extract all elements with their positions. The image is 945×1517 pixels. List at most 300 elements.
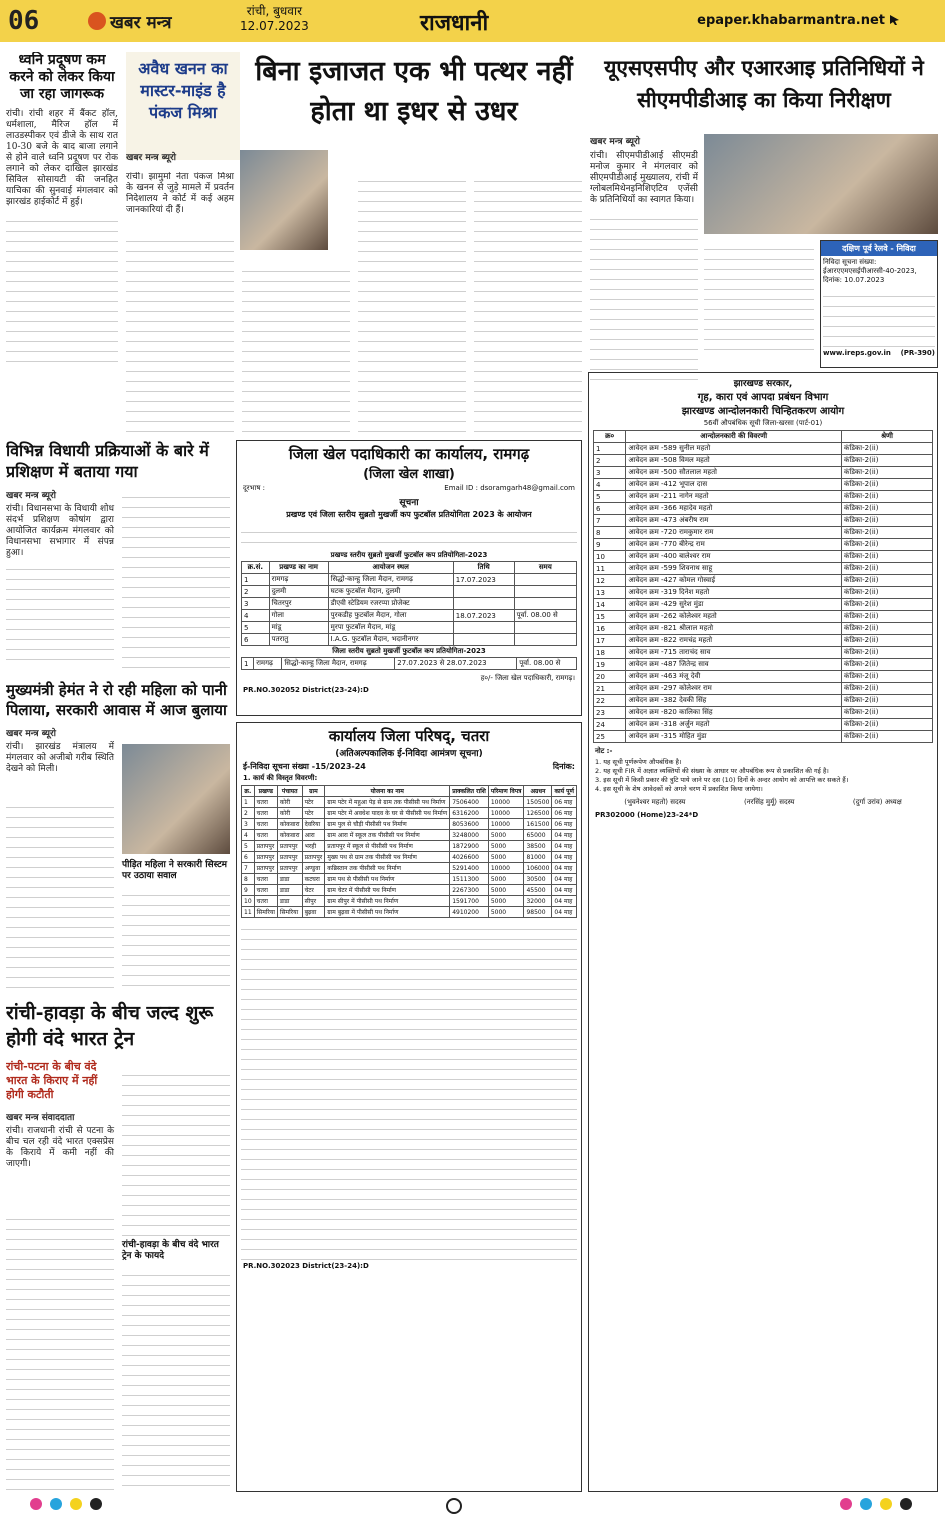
training-headline: विभिन्न विधायी प्रक्रियाओं के बारे में प्रशिक्षण में बताया गया: [6, 441, 209, 481]
parishad-table: [241, 785, 577, 918]
table-cell: प्रतापपुर: [277, 841, 302, 852]
table-cell: कंडिका-2(ii): [842, 695, 933, 707]
table-header: पंचायत: [277, 786, 302, 797]
table-cell: पतरातु: [269, 634, 328, 646]
table-cell: घटक फुटबॉल मैदान, दुलमी: [328, 586, 453, 598]
table-cell: कंडिका-2(ii): [842, 443, 933, 455]
sports-intro: [241, 523, 577, 549]
table-row: [594, 707, 933, 719]
table-cell: 14: [594, 599, 626, 611]
table-cell: [514, 598, 576, 610]
training-lead: रांची। विधानसभा के विधायी शोध संदर्भ प्रशिक्षण कोषांग द्वारा आयोजित कार्यक्रम मंगलवार को विधानसभा सभागार में संपन्न हुआ।: [6, 504, 114, 558]
table-header: ग्राम: [302, 786, 325, 797]
table-cell: 5: [242, 841, 255, 852]
table-cell: 10000: [488, 819, 524, 830]
commission-signatories: [589, 794, 937, 811]
table-cell: आवेदन क्रम -473 अंबरीष राम: [626, 515, 842, 527]
table-cell: 81000: [524, 852, 552, 863]
table-row: [242, 634, 577, 646]
table-cell: 5: [594, 491, 626, 503]
table-row: [242, 610, 577, 622]
table-cell: आवेदन क्रम -318 अर्जुन महतो: [626, 719, 842, 731]
registration-dot: [840, 1498, 852, 1510]
table-cell: कंडिका-2(ii): [842, 563, 933, 575]
table-row: [242, 841, 577, 852]
parishad-date-label: दिनांक:: [552, 762, 575, 771]
table-cell: 25: [594, 731, 626, 743]
table-header: समय: [514, 562, 576, 574]
table-cell: कंडिका-2(ii): [842, 623, 933, 635]
table-cell: 4: [242, 610, 270, 622]
table-cell: प्रतापपुर: [277, 852, 302, 863]
upa-col-2: [704, 240, 814, 358]
table-cell: [514, 586, 576, 598]
table-cell: [453, 622, 514, 634]
table-row: [594, 551, 933, 563]
table-cell: 6: [594, 503, 626, 515]
table-cell: 10: [594, 551, 626, 563]
table-cell: 65000: [524, 830, 552, 841]
commission-table: [593, 430, 933, 743]
table-cell: 5: [242, 622, 270, 634]
mining-body: [126, 172, 582, 432]
table-row: [594, 467, 933, 479]
table-cell: 04 माह: [552, 907, 577, 918]
table-cell: आवेदन क्रम -382 देवकी सिंह: [626, 695, 842, 707]
note-line: 3. इस सूची में किसी प्रकार की त्रुटि पाये जाने पर दस (10) दिनों के अन्दर आयोग को आपत्ति कर सकते हैं।: [595, 776, 849, 784]
table-cell: 2267300: [450, 885, 489, 896]
table-row: [594, 731, 933, 743]
table-cell: कंडिका-2(ii): [842, 467, 933, 479]
table-cell: 22: [594, 695, 626, 707]
table-cell: I.A.G. फुटबॉल मैदान, भदानीनगर: [328, 634, 453, 646]
parishad-subtitle: (अतिअल्पकालिक ई-निविदा आमंत्रण सूचना): [335, 749, 483, 759]
mining-col-3: [358, 172, 466, 432]
sports-table: [241, 561, 577, 646]
table-row: [594, 491, 933, 503]
table-cell: 04 माह: [552, 841, 577, 852]
table-cell: 3: [242, 598, 270, 610]
table-row: [242, 885, 577, 896]
table-row: [594, 527, 933, 539]
table-cell: 04 माह: [552, 852, 577, 863]
table-cell: 5000: [488, 830, 524, 841]
commission-dept-1: झारखण्ड सरकार,: [733, 379, 793, 389]
table-cell: 04 माह: [552, 896, 577, 907]
table-row: [594, 683, 933, 695]
upa-delegation-photo: [704, 134, 938, 234]
table-header: क्र०: [594, 431, 626, 443]
sports-office: जिला खेल पदाधिकारी का कार्यालय, रामगढ़: [288, 445, 530, 463]
table-cell: 2: [242, 586, 270, 598]
table-cell: 30500: [524, 874, 552, 885]
vande-headline: रांची-हावड़ा के बीच जल्द शुरू होगी वंदे भारत ट्रेन: [6, 1002, 214, 1050]
table-row: [594, 503, 933, 515]
parishad-number-row: [237, 759, 581, 774]
table-cell: 1: [594, 443, 626, 455]
mining-byline: खबर मन्त्र ब्यूरो: [126, 153, 176, 163]
table-header: कार्य पूर्ण: [552, 786, 577, 797]
table-cell: ग्राम पटेर में अवधेश यादव के घर से पीसीसी पथ निर्माण: [325, 808, 450, 819]
table-cell: कंडिका-2(ii): [842, 527, 933, 539]
table-cell: आवेदन क्रम -508 विमल महतो: [626, 455, 842, 467]
table-cell: 12: [594, 575, 626, 587]
table-cell: [453, 634, 514, 646]
commission-dept-3: झारखण्ड आन्दोलनकारी चिन्हितकरण आयोग: [681, 406, 845, 417]
mining-col-4: [474, 172, 582, 432]
table-cell: सीपुर: [302, 896, 325, 907]
signatory: (भुवनेश्वर महतो) सदस्य: [624, 798, 686, 806]
table-cell: कटघरा: [302, 874, 325, 885]
table-cell: 7: [242, 863, 255, 874]
table-cell: 10000: [488, 863, 524, 874]
table-row: [594, 719, 933, 731]
table-cell: 04 माह: [552, 863, 577, 874]
sports-heading: सूचना: [399, 498, 419, 508]
table-cell: पूर्वा. 08.00 से: [514, 610, 576, 622]
page-number: 06: [8, 6, 40, 36]
table-cell: कंडिका-2(ii): [842, 479, 933, 491]
table-cell: मांडू: [269, 622, 328, 634]
table-cell: 23: [594, 707, 626, 719]
commission-pr: PR302000 (Home)23-24*D: [595, 811, 699, 819]
dateline: [240, 4, 309, 34]
table-cell: [453, 586, 514, 598]
table-cell: कंडिका-2(ii): [842, 587, 933, 599]
table-cell: 04 माह: [552, 885, 577, 896]
sports-signature: ह०/- जिला खेल पदाधिकारी, रामगढ़।: [480, 674, 575, 682]
railway-code: (PR-390): [900, 349, 935, 357]
table-cell: कंडिका-2(ii): [842, 539, 933, 551]
table-cell: सिद्धो-कान्हु जिला मैदान, रामगढ़: [328, 574, 453, 586]
table-cell: सिद्धो-कान्हु जिला मैदान, रामगढ़: [282, 658, 395, 670]
table-cell: आवेदन क्रम -412 भूपाल दास: [626, 479, 842, 491]
table-row: [242, 574, 577, 586]
cm-col-2: [122, 886, 230, 988]
table-cell: कंडिका-2(ii): [842, 551, 933, 563]
sports-email[interactable]: Email ID : dsoramgarh48@gmail.com: [444, 484, 575, 492]
story-cm: [6, 680, 230, 990]
table-row: [242, 586, 577, 598]
brand-logo-icon: [88, 12, 106, 30]
railway-footer: [821, 347, 937, 359]
table-row: [594, 623, 933, 635]
table-cell: आवेदन क्रम -427 कोमल गोस्वाई: [626, 575, 842, 587]
table-cell: 2: [242, 808, 255, 819]
table-header: परिमाण विपत्र: [488, 786, 524, 797]
upa-col-1: [590, 210, 698, 380]
table-cell: 10000: [488, 808, 524, 819]
table-cell: डाडा: [277, 885, 302, 896]
table-cell: 106000: [524, 863, 552, 874]
table-cell: प्रतापपुर: [302, 852, 325, 863]
table-header: क्र.सं.: [242, 562, 270, 574]
table-row: [594, 599, 933, 611]
table-cell: कंडिका-2(ii): [842, 611, 933, 623]
table-cell: आवेदन क्रम -262 कोलेश्वर महतो: [626, 611, 842, 623]
table-cell: आवेदन क्रम -487 जितेन्द्र साव: [626, 659, 842, 671]
table-cell: चतरा: [254, 808, 277, 819]
table-cell: चतरा: [254, 885, 277, 896]
table-cell: कोरी: [277, 808, 302, 819]
table-cell: पटेर: [302, 808, 325, 819]
table-cell: 1: [242, 797, 255, 808]
table-cell: 3: [594, 467, 626, 479]
table-cell: [453, 598, 514, 610]
table-cell: आवेदन क्रम -599 शिवनाथ साहू: [626, 563, 842, 575]
table-cell: [514, 574, 576, 586]
vande-lead: रांची। राजधानी रांची से पटना के बीच चल रही वंदे भारत एक्सप्रेस के किराये में कमी नहीं की जाएगी।: [6, 1126, 114, 1169]
table-cell: आवेदन क्रम -366 महादेव महतो: [626, 503, 842, 515]
table-header: योजना का नाम: [325, 786, 450, 797]
upa-headline: यूएसएसपीए और एआरआइ प्रतिनिधियों ने सीएमपीडीआइ का किया निरीक्षण: [604, 56, 924, 112]
table-cell: 5000: [488, 907, 524, 918]
mining-lead: रांची। झामुमो नेता पंकज मिश्रा के खनन से जुड़े मामले में प्रवर्तन निदेशालय ने कोर्ट में कई अहम जानकारियां दी हैं।: [126, 172, 234, 215]
table-cell: कोकवारा: [277, 819, 302, 830]
table-cell: 2: [594, 455, 626, 467]
table-cell: 06 माह: [552, 819, 577, 830]
registration-dot: [860, 1498, 872, 1510]
table-cell: 10000: [488, 797, 524, 808]
table-row: [594, 611, 933, 623]
table-row: [242, 863, 577, 874]
table-row: [242, 819, 577, 830]
registration-marks: [0, 1495, 945, 1515]
table-row: [242, 852, 577, 863]
epaper-url[interactable]: epaper.khabarmantra.net: [697, 13, 885, 28]
table-cell: कंडिका-2(ii): [842, 491, 933, 503]
table-cell: 5291400: [450, 863, 489, 874]
table-cell: 4910200: [450, 907, 489, 918]
mining-sidebar-text: अवैध खनन का मास्टर-माइंड है पंकज मिश्रा: [138, 59, 228, 122]
table-header: प्राक्कलित राशि: [450, 786, 489, 797]
table-cell: 8: [594, 527, 626, 539]
parishad-title: कार्यालय जिला परिषद्, चतरा: [328, 727, 490, 745]
table-cell: सिमरिया: [277, 907, 302, 918]
table-cell: ग्राम आरा में स्कूल तक पीसीसी पथ निर्माण: [325, 830, 450, 841]
table-cell: कब्रिस्तान तक पीसीसी पथ निर्माण: [325, 863, 450, 874]
signatory: (दुर्गा उरांव) अध्यक्ष: [852, 798, 902, 806]
commission-notes-title: नोट :-: [595, 747, 613, 755]
sports-contact: [237, 482, 581, 495]
vande-byline: खबर मन्त्र संवाददाता: [6, 1113, 75, 1123]
vande-col-3: [122, 1266, 230, 1490]
table-cell: 8: [242, 874, 255, 885]
table-cell: बुढ़वा: [302, 907, 325, 918]
noise-headline: ध्वनि प्रदूषण कम करने को लेकर किया जा रहा जागरूक: [9, 52, 115, 102]
table-cell: कंडिका-2(ii): [842, 707, 933, 719]
table-row: [594, 575, 933, 587]
story-training: [6, 440, 230, 670]
table-cell: मुख्य पथ से ग्राम तक पीसीसी पथ निर्माण: [325, 852, 450, 863]
mining-col-2: [242, 262, 350, 432]
table-header: आयोजन स्थल: [328, 562, 453, 574]
table-row: [594, 443, 933, 455]
commission-list-title: 56वीं औपबंधिक सूची जिला-खरसा (पार्ट-01): [703, 419, 823, 427]
table-cell: पूर्वा. 08.00 से: [517, 658, 577, 670]
table-cell: 7506400: [450, 797, 489, 808]
table-cell: 10: [242, 896, 255, 907]
cm-highlight: पीड़ित महिला ने सरकारी सिस्टम पर उठाया सवाल: [122, 860, 228, 881]
table-cell: रामगढ़: [254, 658, 282, 670]
table-row: [594, 515, 933, 527]
table-cell: [514, 634, 576, 646]
mining-headline: बिना इजाजत एक भी पत्थर नहीं होता था इधर से उधर: [255, 56, 573, 127]
commission-notes: [589, 758, 937, 794]
table-cell: 45500: [524, 885, 552, 896]
registration-dot: [880, 1498, 892, 1510]
table-cell: डाडा: [277, 874, 302, 885]
table-cell: प्रतापपुर: [277, 863, 302, 874]
table-cell: 5000: [488, 852, 524, 863]
parishad-number: ई-निविदा सूचना संख्या -15/2023-24: [243, 762, 366, 771]
table-cell: 06 माह: [552, 797, 577, 808]
note-line: 4. इस सूची के शेष आवेदकों को अगले चरण में प्रकाशित किया जायेगा।: [595, 785, 763, 793]
table-cell: 16: [594, 623, 626, 635]
table-cell: ग्राम सीपुर में पीसीसी पथ निर्माण: [325, 896, 450, 907]
registration-dot: [90, 1498, 102, 1510]
upa-byline: खबर मन्त्र ब्यूरो: [590, 137, 640, 147]
table-row: [594, 647, 933, 659]
table-cell: 17: [594, 635, 626, 647]
table-cell: आवेदन क्रम -822 रामचंद्र महतो: [626, 635, 842, 647]
table-cell: 27.07.2023 से 28.07.2023: [395, 658, 517, 670]
table-row: [242, 874, 577, 885]
table-cell: 11: [594, 563, 626, 575]
table-header: प्रखण्ड का नाम: [269, 562, 328, 574]
table-cell: कंडिका-2(ii): [842, 683, 933, 695]
table-cell: 5000: [488, 896, 524, 907]
table-cell: 1511300: [450, 874, 489, 885]
table-cell: 19: [594, 659, 626, 671]
note-line: 1. यह सूची पूर्णरूपेण औपबंधिक है।: [595, 758, 682, 766]
mining-col-1: [126, 232, 234, 432]
table-cell: 38500: [524, 841, 552, 852]
vande-col-1: [6, 1210, 114, 1490]
noise-body: रांची। रांची शहर में बैंकट हॉल, धर्मशाला, मैरिज हॉल में लाउडस्पीकर एवं डीजे के साथ रात 10-30 बजे के बाद बाजा लगाने से होने वाले ध्वनि प्रदूषण पर रोक लगाने को लेकर दाखिल झारखंड सिविल सोसायटी की जनहित याचिका की सुनवाई मंगलवार को झारखंड हाईकोर्ट में हुई।: [6, 109, 118, 207]
training-col-2: [122, 488, 230, 668]
story-noise: [6, 52, 118, 432]
story-vande-bharat: [6, 1000, 230, 1490]
commission-notice: [588, 372, 938, 1492]
table-cell: 1: [242, 658, 254, 670]
cm-lead: रांची। झारखंड मंत्रालय में मंगलवार को अजीबो गरीब स्थिति देखने को मिली।: [6, 742, 114, 774]
table-row: [242, 896, 577, 907]
table-cell: कंडिका-2(ii): [842, 659, 933, 671]
table-cell: डीएवी स्टेडियम रजरप्पा प्रोजेक्ट: [328, 598, 453, 610]
table-cell: आवेदन क्रम -429 सुरेश मुंडा: [626, 599, 842, 611]
table-cell: आवेदन क्रम -211 नागेन महतो: [626, 491, 842, 503]
table-cell: 161500: [524, 819, 552, 830]
table-cell: 4026600: [450, 852, 489, 863]
table-cell: आवेदन क्रम -589 सुनील महतो: [626, 443, 842, 455]
table-cell: कंडिका-2(ii): [842, 575, 933, 587]
sports-table-title: प्रखण्ड स्तरीय सुब्रतो मुखर्जी फुटबॉल कप प्रतियोगिता-2023: [330, 551, 488, 559]
note-line: 2. यह सूची FIR में अज्ञात व्यक्तियों की संख्या के आधार पर औपबंधिक रूप से प्रकाशित की गई है।: [595, 767, 829, 775]
table-cell: 126500: [524, 808, 552, 819]
table-cell: कंडिका-2(ii): [842, 731, 933, 743]
story-upa-headline: [590, 52, 938, 128]
railway-text: निविदा सूचना संख्या: ईआरएएमएसईपीआरसी-40-2023, दिनांक: 10.07.2023: [823, 258, 917, 284]
table-cell: मुरपा फुटबॉल मैदान, मांडू: [328, 622, 453, 634]
commission-dept-2: गृह, कारा एवं आपदा प्रबंधन विभाग: [697, 392, 829, 403]
table-cell: ग्राम पथ से पीसीसी पथ निर्माण: [325, 874, 450, 885]
table-cell: सिमरिया: [254, 907, 277, 918]
table-cell: 11: [242, 907, 255, 918]
table-cell: 18: [594, 647, 626, 659]
table-row: [594, 539, 933, 551]
table-cell: 18.07.2023: [453, 610, 514, 622]
table-cell: कंडिका-2(ii): [842, 599, 933, 611]
table-cell: कंडिका-2(ii): [842, 671, 933, 683]
table-cell: चतरा: [254, 874, 277, 885]
railway-notice: [820, 240, 938, 368]
parishad-pr: PR.NO.302023 District(23-24):D: [243, 1262, 369, 1270]
table-cell: 4: [594, 479, 626, 491]
training-col-1: [6, 560, 114, 668]
table-cell: चतरा: [254, 830, 277, 841]
table-cell: अण्डुवा: [302, 863, 325, 874]
table-cell: डाडा: [277, 896, 302, 907]
table-cell: 04 माह: [552, 830, 577, 841]
table-cell: 7: [594, 515, 626, 527]
table-cell: प्रतापपुर: [254, 841, 277, 852]
table-cell: आवेदन क्रम -400 बालेश्वर राम: [626, 551, 842, 563]
table-header: श्रेणी: [842, 431, 933, 443]
railway-site[interactable]: www.ireps.gov.in: [823, 349, 891, 357]
table-row: [594, 587, 933, 599]
parishad-more-rows: [241, 920, 577, 1260]
table-cell: 15: [594, 611, 626, 623]
table-cell: देवरिया: [302, 819, 325, 830]
table-cell: चेटर: [302, 885, 325, 896]
table-cell: 1: [242, 574, 270, 586]
table-cell: 4: [242, 830, 255, 841]
table-row: [594, 695, 933, 707]
sports-district-table: [241, 657, 577, 670]
railway-title: दक्षिण पूर्व रेलवे - निविदा: [821, 241, 937, 256]
cm-col-1: [6, 798, 114, 988]
sports-pr: PR.NO.302052 District(23-24):D: [243, 686, 369, 694]
vande-subhead: रांची-पटना के बीच वंदे भारत के किराए में नहीं होगी कटौती: [6, 1060, 98, 1101]
table-cell: आवेदन क्रम -720 रामकुमार राम: [626, 527, 842, 539]
table-row: [594, 659, 933, 671]
table-cell: प्रतापपुर में स्कूल से पीसीसी पथ निर्माण: [325, 841, 450, 852]
table-cell: गोला: [269, 610, 328, 622]
cm-headline: मुख्यमंत्री हेमंत ने रो रही महिला को पानी पिलाया, सरकारी आवास में आज बुलाया: [6, 681, 227, 719]
table-cell: आवेदन क्रम -463 मंजू देवी: [626, 671, 842, 683]
table-cell: चतरा: [254, 819, 277, 830]
table-row: [594, 563, 933, 575]
table-cell: 5000: [488, 841, 524, 852]
table-cell: 150500: [524, 797, 552, 808]
table-cell: 6316200: [450, 808, 489, 819]
sports-subject: प्रखण्ड एवं जिला स्तरीय सुब्रतो मुखर्जी कप फुटबॉल प्रतियोगिता 2023 के आयोजन: [286, 510, 532, 519]
table-cell: आवेदन क्रम -820 कालिका सिंह: [626, 707, 842, 719]
signatory: (नरसिंह मुर्मू) सदस्य: [743, 798, 795, 806]
table-cell: 3: [242, 819, 255, 830]
table-cell: आवेदन क्रम -315 मोहित मुंडा: [626, 731, 842, 743]
table-header: क्र.: [242, 786, 255, 797]
table-cell: 9: [594, 539, 626, 551]
table-cell: कंडिका-2(ii): [842, 515, 933, 527]
cm-byline: खबर मन्त्र ब्यूरो: [6, 729, 56, 739]
table-cell: 5000: [488, 885, 524, 896]
table-row: [594, 635, 933, 647]
sports-sub: (जिला खेल शाखा): [363, 467, 455, 482]
table-cell: 8053600: [450, 819, 489, 830]
table-cell: कंडिका-2(ii): [842, 503, 933, 515]
